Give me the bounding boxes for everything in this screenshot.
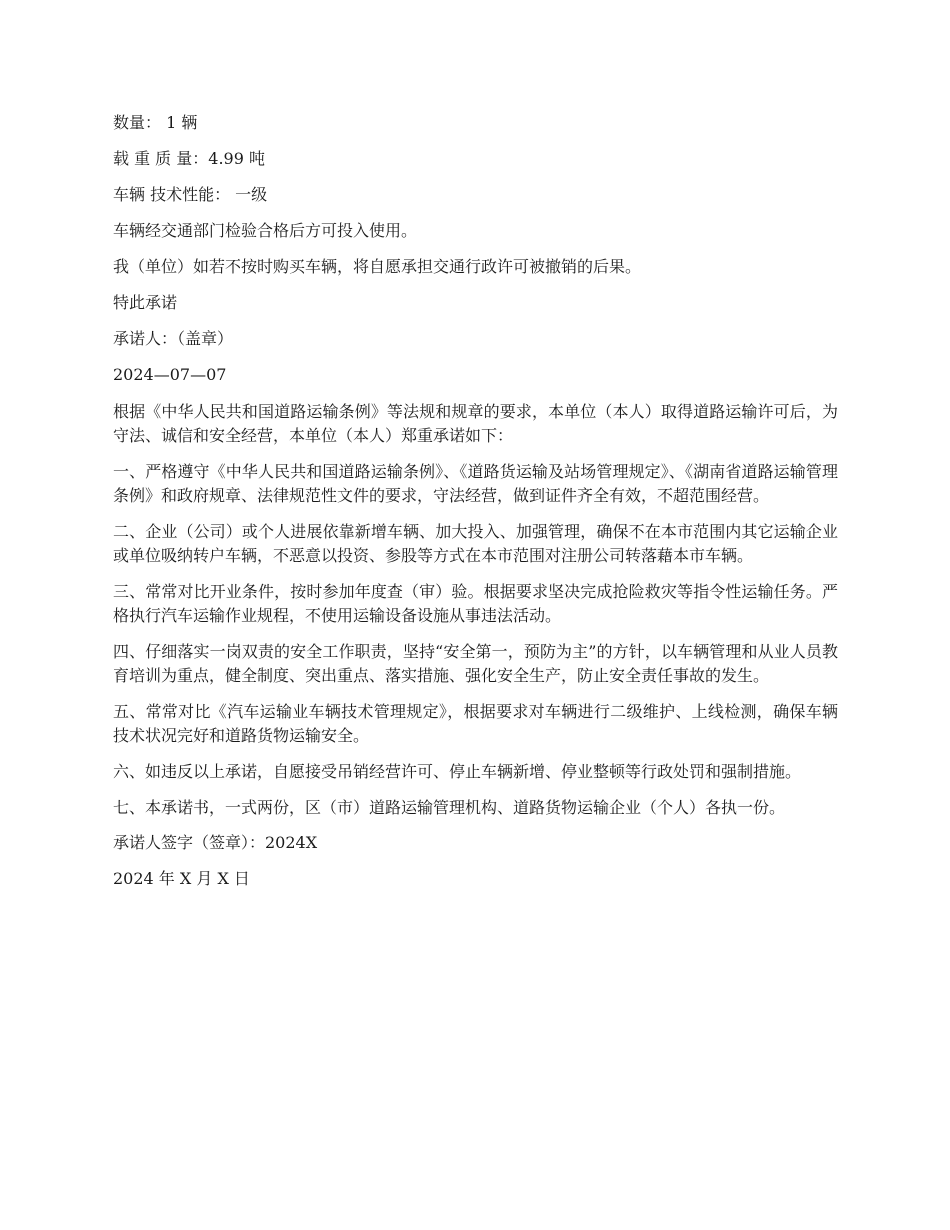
tech-performance-line: 车辆 技术性能： 一级 <box>113 185 268 204</box>
revocation-note: 我（单位）如若不按时购买车辆，将自愿承担交通行政许可被撤销的后果。 <box>113 257 642 276</box>
promisor-seal-line: 承诺人：（盖章） <box>113 329 234 348</box>
commitment-item-6: 六、如违反以上承诺，自愿接受吊销经营许可、停止车辆新增、停业整顿等行政处罚和强制措施。 <box>113 762 802 781</box>
commitment-item-5: 五、常常对比《汽车运输业车辆技术管理规定》，根据要求对车辆进行二级维护、上线检测，确保车辆技术状况完好和道路货物运输安全。 <box>113 702 838 745</box>
commitment-item-7: 七、本承诺书，一式两份，区（市）道路运输管理机构、道路货物运输企业（个人）各执一份。 <box>113 798 786 817</box>
signature-line: 承诺人签字（签章）：2024X <box>113 833 318 852</box>
commitment-item-4: 四、仔细落实一岗双责的安全工作职责，坚持“安全第一，预防为主”的方针，以车辆管理和从业人员教育培训为重点，健全制度、突出重点、落实措施、强化安全生产，防止安全责任事故的发生。 <box>113 642 838 685</box>
intro-paragraph: 根据《中华人民共和国道路运输条例》等法规和规章的要求，本单位（本人）取得道路运输许可后，为守法、诚信和安全经营，本单位（本人）郑重承诺如下： <box>113 402 838 445</box>
hereby-statement: 特此承诺 <box>113 293 178 312</box>
first-date: 2024—07—07 <box>113 365 227 384</box>
commitment-item-2: 二、企业（公司）或个人进展依靠新增车辆、加大投入、加强管理，确保不在本市范围内其它运输企业或单位吸纳转户车辆，不恶意以投资、参股等方式在本市范围对注册公司转落藉本市车辆。 <box>113 522 838 565</box>
commitment-item-3: 三、常常对比开业条件，按时参加年度查（审）验。根据要求坚决完成抢险救灾等指令性运输任务。严格执行汽车运输作业规程，不使用运输设备设施从事违法活动。 <box>113 582 838 625</box>
final-date: 2024 年 X 月 X 日 <box>113 869 250 888</box>
inspection-note: 车辆经交通部门检验合格后方可投入使用。 <box>113 221 418 240</box>
commitment-item-1: 一、严格遵守《中华人民共和国道路运输条例》、《道路货运输及站场管理规定》、《湖南省道路运输管理条例》和政府规章、法律规范性文件的要求，守法经营，做到证件齐全有效，不超范围经营。 <box>113 462 838 505</box>
load-capacity-line: 载 重 质 量：4.99 吨 <box>113 149 265 168</box>
quantity-line: 数量： 1 辆 <box>113 113 198 132</box>
